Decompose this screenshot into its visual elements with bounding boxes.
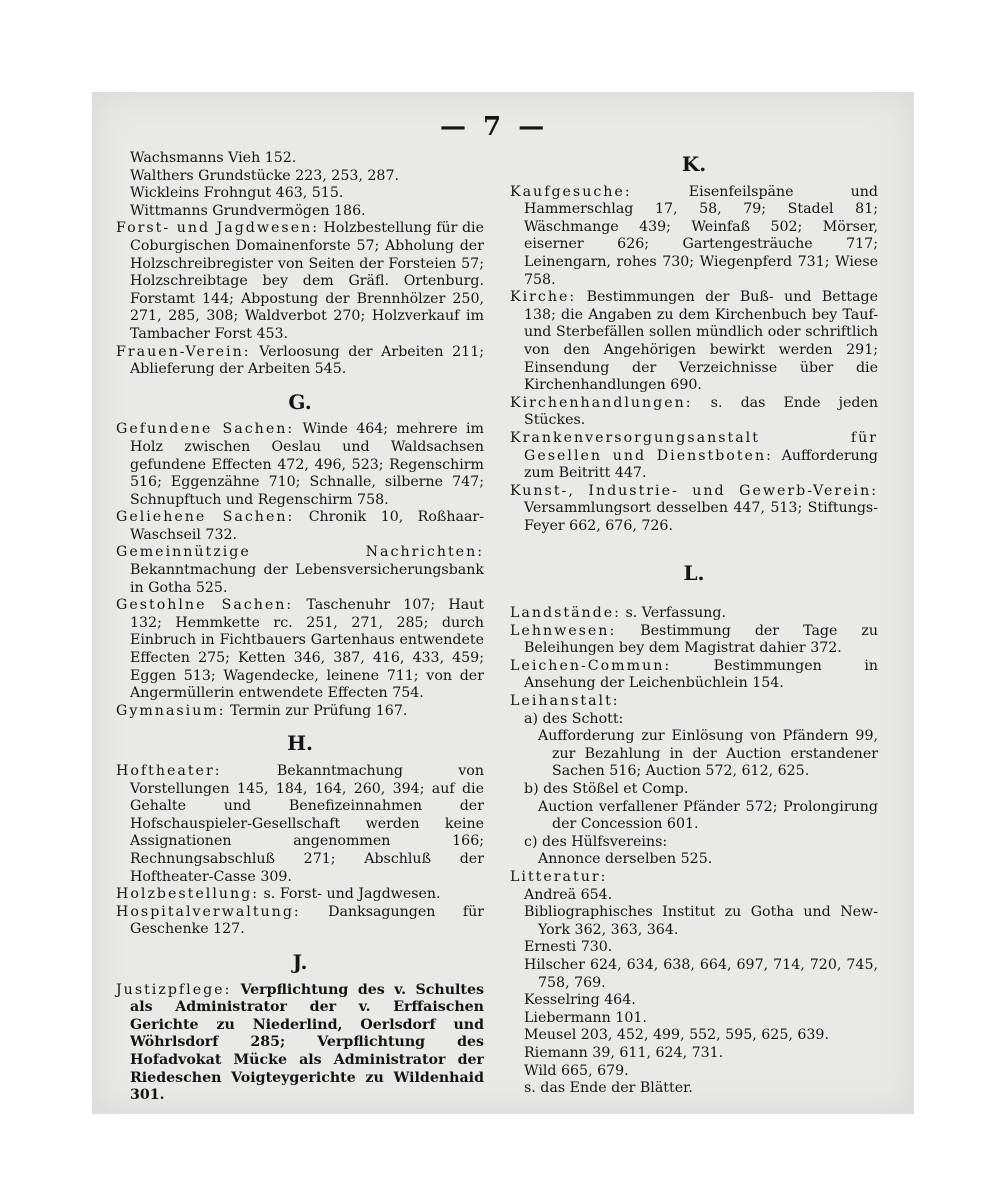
entry-text: s. Forst- und Jagdwesen. bbox=[263, 886, 441, 903]
index-entry-landstaende bbox=[510, 605, 878, 623]
section-heading-l: L. bbox=[683, 561, 705, 586]
entry-text: Verpflichtung des v. Schultes als Administrator der v. Erffaischen Gerichte zu Niederlind, Oerlsdorf und Wöhrlsdorf 285; Verpflichtung des Hofadvokat Mücke als Administrator der Riedeschen Voigteygerichte zu Wildenhaid 301. bbox=[130, 981, 484, 1104]
entry-term: Litteratur: bbox=[510, 868, 608, 885]
entry-text: Chronik 10, Roßhaar-Waschseil 732. bbox=[130, 509, 484, 543]
sub-entry-text: Auction verfallener Pfänder 572; Prolongirung der Concession 601. bbox=[538, 798, 878, 833]
entry-text: Danksagungen für Geschenke 127. bbox=[130, 903, 484, 938]
entry-text: Bestimmungen der Buß- und Bettage 138; die Angaben zu dem Kirchenbuch bey Tauf- und Sterbefällen sollen mündlich oder schriftlich von den Angehörigen bewirkt werden 291; Einsendung der Verzeichnisse über die Kirchenhandlungen 690. bbox=[524, 289, 878, 394]
index-entry-hospital bbox=[116, 904, 484, 939]
literature-item: Bibliographisches Institut zu Gotha und New-York 362, 363, 364. bbox=[524, 904, 878, 938]
entry-term: Hospitalverwaltung: bbox=[116, 903, 301, 920]
sub-entry-label: b) des Stößel et Comp. bbox=[524, 781, 689, 797]
literature-item: Kesselring 464. bbox=[524, 992, 636, 1009]
entry-term: Forst- und Jagdwesen: bbox=[116, 220, 320, 237]
index-entry-holzbestellung bbox=[116, 886, 484, 904]
entry-text: Bestimmungen in Ansehung der Leichenbüchlein 154. bbox=[524, 657, 878, 692]
index-entry-leichen bbox=[510, 658, 878, 693]
entry-term: Frauen-Verein: bbox=[116, 343, 251, 360]
entry-text: Versammlungsort desselben 447, 513; Stiftungs-Feyer 662, 676, 726. bbox=[524, 500, 878, 534]
index-entry-forst bbox=[116, 220, 484, 343]
index-entry: Wickleins Frohngut 463, 515. bbox=[130, 185, 344, 202]
index-entry-leihanstalt bbox=[510, 693, 878, 711]
entry-text: Verloosung der Arbeiten 211; Ablieferung der Arbeiten 545. bbox=[130, 343, 484, 378]
entry-term: Lehnwesen: bbox=[510, 622, 617, 639]
entry-term: Krankenversorgungsanstalt für Gesellen und Dienstboten: bbox=[510, 429, 878, 464]
entry-text: Aufforderung zum Beitritt 447. bbox=[524, 447, 878, 482]
literature-item: Andreä 654. bbox=[524, 886, 613, 903]
entry-text: Bekanntmachung von Vorstellungen 145, 184, 164, 260, 394; auf die Gehalte und Benefizeinnahmen der Hofschauspieler-Gesellschaft werden keine Assignationen angenommen 166; Rechnungsabschluß 271; Abschluß der Hoftheater-Casse 309. bbox=[130, 763, 484, 885]
literature-item: Wild 665, 679. bbox=[524, 1062, 629, 1079]
index-entry: Wachsmanns Vieh 152. bbox=[130, 150, 297, 166]
sub-entry-text: Annonce derselben 525. bbox=[538, 851, 713, 868]
entry-text: Bekanntmachung der Lebensversicherungsbank in Gotha 525. bbox=[130, 562, 484, 596]
index-entry-gymnasium bbox=[116, 703, 484, 721]
index-entry-justiz bbox=[116, 982, 484, 1105]
entry-term: Leihanstalt: bbox=[510, 693, 620, 710]
sub-entry-text: Aufforderung zur Einlösung von Pfändern 99, zur Bezahlung in der Auction erstandener Sachen 516; Auction 572, 612, 625. bbox=[538, 728, 878, 780]
entry-text: s. Verfassung. bbox=[625, 605, 727, 622]
index-entry-kirchenhandlungen bbox=[510, 395, 878, 430]
index-entry: Wittmanns Grundvermögen 186. bbox=[130, 202, 366, 219]
entry-term: Geliehene Sachen: bbox=[116, 509, 295, 526]
entry-text: Taschenuhr 107; Haut 132; Hemmkette rc. 251, 271, 285; durch Einbruch in Fichtbauers Gartenhaus entwendete Effecten 275; Ketten 346, 387, 416, 433, 459; Eggen 513; Wagendecke, leinene 711; von der Angermüllerin entwendete Effecten 754. bbox=[130, 597, 485, 702]
entry-term: Kirche: bbox=[510, 289, 577, 306]
literature-item: Hilscher 624, 634, 638, 664, 697, 714, 720, 745, 758, 769. bbox=[524, 956, 878, 991]
right-column bbox=[510, 150, 878, 1098]
entry-term: Kunst-, Industrie- und Gewerb-Verein: bbox=[510, 482, 878, 499]
entry-term: Gymnasium: bbox=[116, 702, 226, 719]
entry-term: Gefundene Sachen: bbox=[116, 421, 295, 438]
entry-term: Hoftheater: bbox=[116, 763, 222, 779]
entry-term: Justizpflege: bbox=[116, 981, 232, 998]
index-entry-lehnwesen bbox=[510, 623, 878, 658]
entry-text: s. das Ende jeden Stückes. bbox=[524, 394, 878, 429]
entry-term: Leichen-Commun: bbox=[510, 657, 672, 674]
index-entry: Walthers Grundstücke 223, 253, 287. bbox=[130, 167, 399, 184]
entry-term: Kaufgesuche: bbox=[510, 183, 632, 200]
literature-item: Ernesti 730. bbox=[524, 939, 613, 956]
section-heading-h: H. bbox=[287, 731, 313, 756]
literature-item: Riemann 39, 611, 624, 731. bbox=[524, 1044, 724, 1061]
sub-entry-label: c) des Hülfsvereins: bbox=[524, 833, 668, 850]
index-entry-kaufgesuche bbox=[510, 184, 878, 290]
literature-item: Meusel 203, 452, 499, 552, 595, 625, 639. bbox=[524, 1027, 829, 1044]
entry-term: Landstände: bbox=[510, 605, 621, 622]
entry-text: Winde 464; mehrere im Holz zwischen Oeslau und Waldsachsen gefundene Effecten 472, 496, 523; Regenschirm 516; Eggenzähne 710; Schnalle, silberne 747; Schnupftuch und Regenschirm 758. bbox=[130, 421, 484, 508]
entry-term: Gemeinnützige Nachrichten: bbox=[116, 544, 484, 561]
index-entry-gefundene bbox=[116, 421, 484, 509]
sub-entry-label: a) des Schott: bbox=[524, 710, 624, 727]
index-entry-geliehene bbox=[116, 509, 484, 544]
entry-text: Eisenfeilspäne und Hammerschlag 17, 58, 79; Stadel 81; Wäschmange 439; Weinfaß 502; Mörser, eiserner 626; Gartengesträuche 717; Leinengarn, rohes 730; Wiegenpferd 731; Wiese 758. bbox=[524, 183, 878, 288]
section-heading-k: K. bbox=[681, 152, 707, 176]
entry-text: Bestimmung der Tage zu Beleihungen bey dem Magistrat dahier 372. bbox=[524, 622, 878, 657]
index-entry-frauen bbox=[116, 344, 484, 379]
entry-text: Termin zur Prüfung 167. bbox=[230, 702, 408, 719]
page-number: — 7 — bbox=[440, 112, 549, 142]
index-entry-gemeinnuetzige bbox=[116, 544, 484, 597]
index-entry-kirche bbox=[510, 289, 878, 395]
index-entry-litteratur bbox=[510, 869, 878, 887]
left-column bbox=[116, 150, 484, 1105]
entry-term: Kirchenhandlungen: bbox=[510, 394, 693, 411]
literature-item: s. das Ende der Blätter. bbox=[524, 1080, 693, 1097]
section-heading-j: J. bbox=[292, 949, 308, 974]
literature-item: Liebermann 101. bbox=[524, 1009, 647, 1026]
entry-text: Holzbestellung für die Coburgischen Domainenforste 57; Abholung der Holzschreibregister von Seiten der Forsteien 57; Holzschreibtage bey dem Gräfl. Ortenburg. Forstamt 144; Abpostung der Brennhölzer 250, 271, 285, 308; Waldverbot 270; Holzverkauf im Tambacher Forst 453. bbox=[130, 220, 484, 342]
index-entry-hoftheater bbox=[116, 763, 484, 886]
entry-term: Gestohlne Sachen: bbox=[116, 597, 294, 614]
index-entry-gestohlne bbox=[116, 597, 484, 703]
entry-term: Holzbestellung: bbox=[116, 886, 259, 903]
index-entry-kunst bbox=[510, 483, 878, 536]
section-heading-g: G. bbox=[288, 389, 312, 414]
index-entry-kranken bbox=[510, 430, 878, 483]
